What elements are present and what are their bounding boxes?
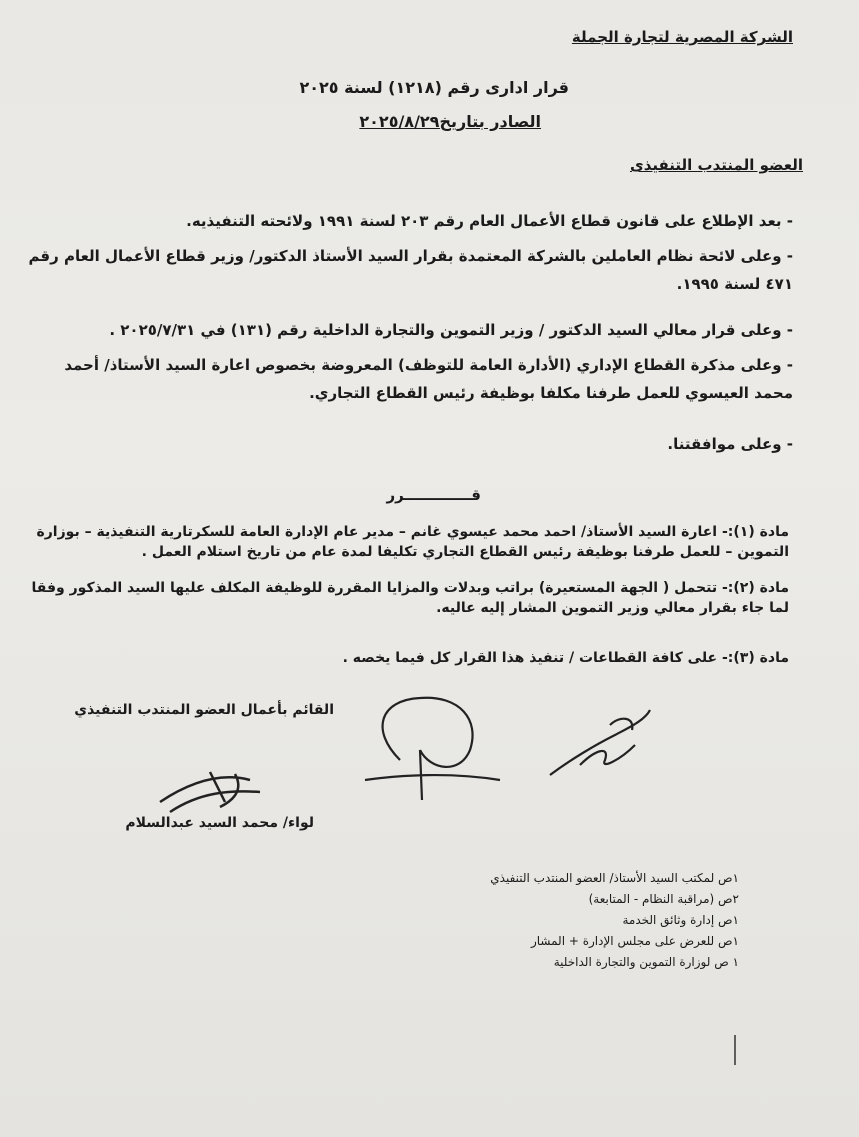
copies-list: [490, 868, 739, 973]
signature-left-icon: [150, 762, 270, 822]
recital-4: - وعلى مذكرة القطاع الإداري (الأدارة العامة للتوظف) المعروضة بخصوص اعارة السيد الأستاذ/ أحمد محمد العيسوي للعمل طرفنا مكلفا بوظيفة رئيس القطاع التجاري.: [64, 356, 793, 402]
executive-member-heading: العضو المنتدب التنفيذى: [629, 156, 803, 174]
company-name: الشركة المصرية لتجارة الجملة: [571, 28, 793, 46]
recital-3: - وعلى قرار معالي السيد الدكتور / وزير التموين والتجارة الداخلية رقم (١٣١) في ٢٠٢٥/٧/٣١ .: [109, 321, 793, 339]
decision-date: الصادر بتاريخ٢٠٢٥/٨/٢٩: [359, 112, 541, 131]
decision-title: قرار ادارى رقم (١٢١٨) لسنة ٢٠٢٥: [299, 78, 569, 97]
recital-5: - وعلى موافقتنا.: [667, 435, 793, 453]
recital-2: - وعلى لائحة نظام العاملين بالشركة المعتمدة بقرار السيد الأستاذ الدكتور/ وزير قطاع الأعمال العام رقم ٤٧١ لسنة ١٩٩٥.: [28, 247, 793, 293]
signature-center-icon: [360, 690, 510, 810]
article-1: مادة (١):- اعارة السيد الأستاذ/ احمد محمد عيسوي غانم – مدير عام الإدارة العامة للسكرتارية التنفيذية – بوزارة التموين – للعمل طرفنا بوظيفة رئيس القطاع التجاري تكليفا لمدة عام من تاريخ استلام العمل .: [36, 524, 789, 560]
signer-name: لواء/ محمد السيد عبدالسلام: [125, 815, 314, 831]
article-3: مادة (٣):- على كافة القطاعات / تنفيذ هذا القرار كل فيما يخصه .: [342, 650, 789, 666]
recital-1: - بعد الإطلاع على قانون قطاع الأعمال العام رقم ٢٠٣ لسنة ١٩٩١ ولائحته التنفيذيه.: [186, 212, 793, 230]
pen-mark-icon: [732, 1035, 738, 1065]
copy-item: ١ص للعرض على مجلس الإدارة + المشار: [530, 934, 739, 948]
article-2: مادة (٢):- تتحمل ( الجهة المستعيرة) براتب وبدلات والمزايا المقررة للوظيفة المكلف عليها السيد المذكور وفقا لما جاء بقرار معالي وزير التموين المشار إليه عاليه.: [31, 580, 789, 616]
signer-title: القائم بأعمال العضو المنتدب التنفيذي: [74, 702, 334, 718]
copy-item: ١ص لمكتب السيد الأستاذ/ العضو المنتدب التنفيذي: [490, 871, 739, 885]
decision-heading: قـــــــــــــرر: [386, 486, 481, 504]
signature-right-icon: [540, 705, 660, 785]
copy-item: ١ص إدارة وثائق الخدمة: [622, 913, 739, 927]
copy-item: ٢ص (مراقبة النظام - المتابعة): [588, 892, 739, 906]
copy-item: ١ ص لوزارة التموين والتجارة الداخلية: [553, 955, 739, 969]
